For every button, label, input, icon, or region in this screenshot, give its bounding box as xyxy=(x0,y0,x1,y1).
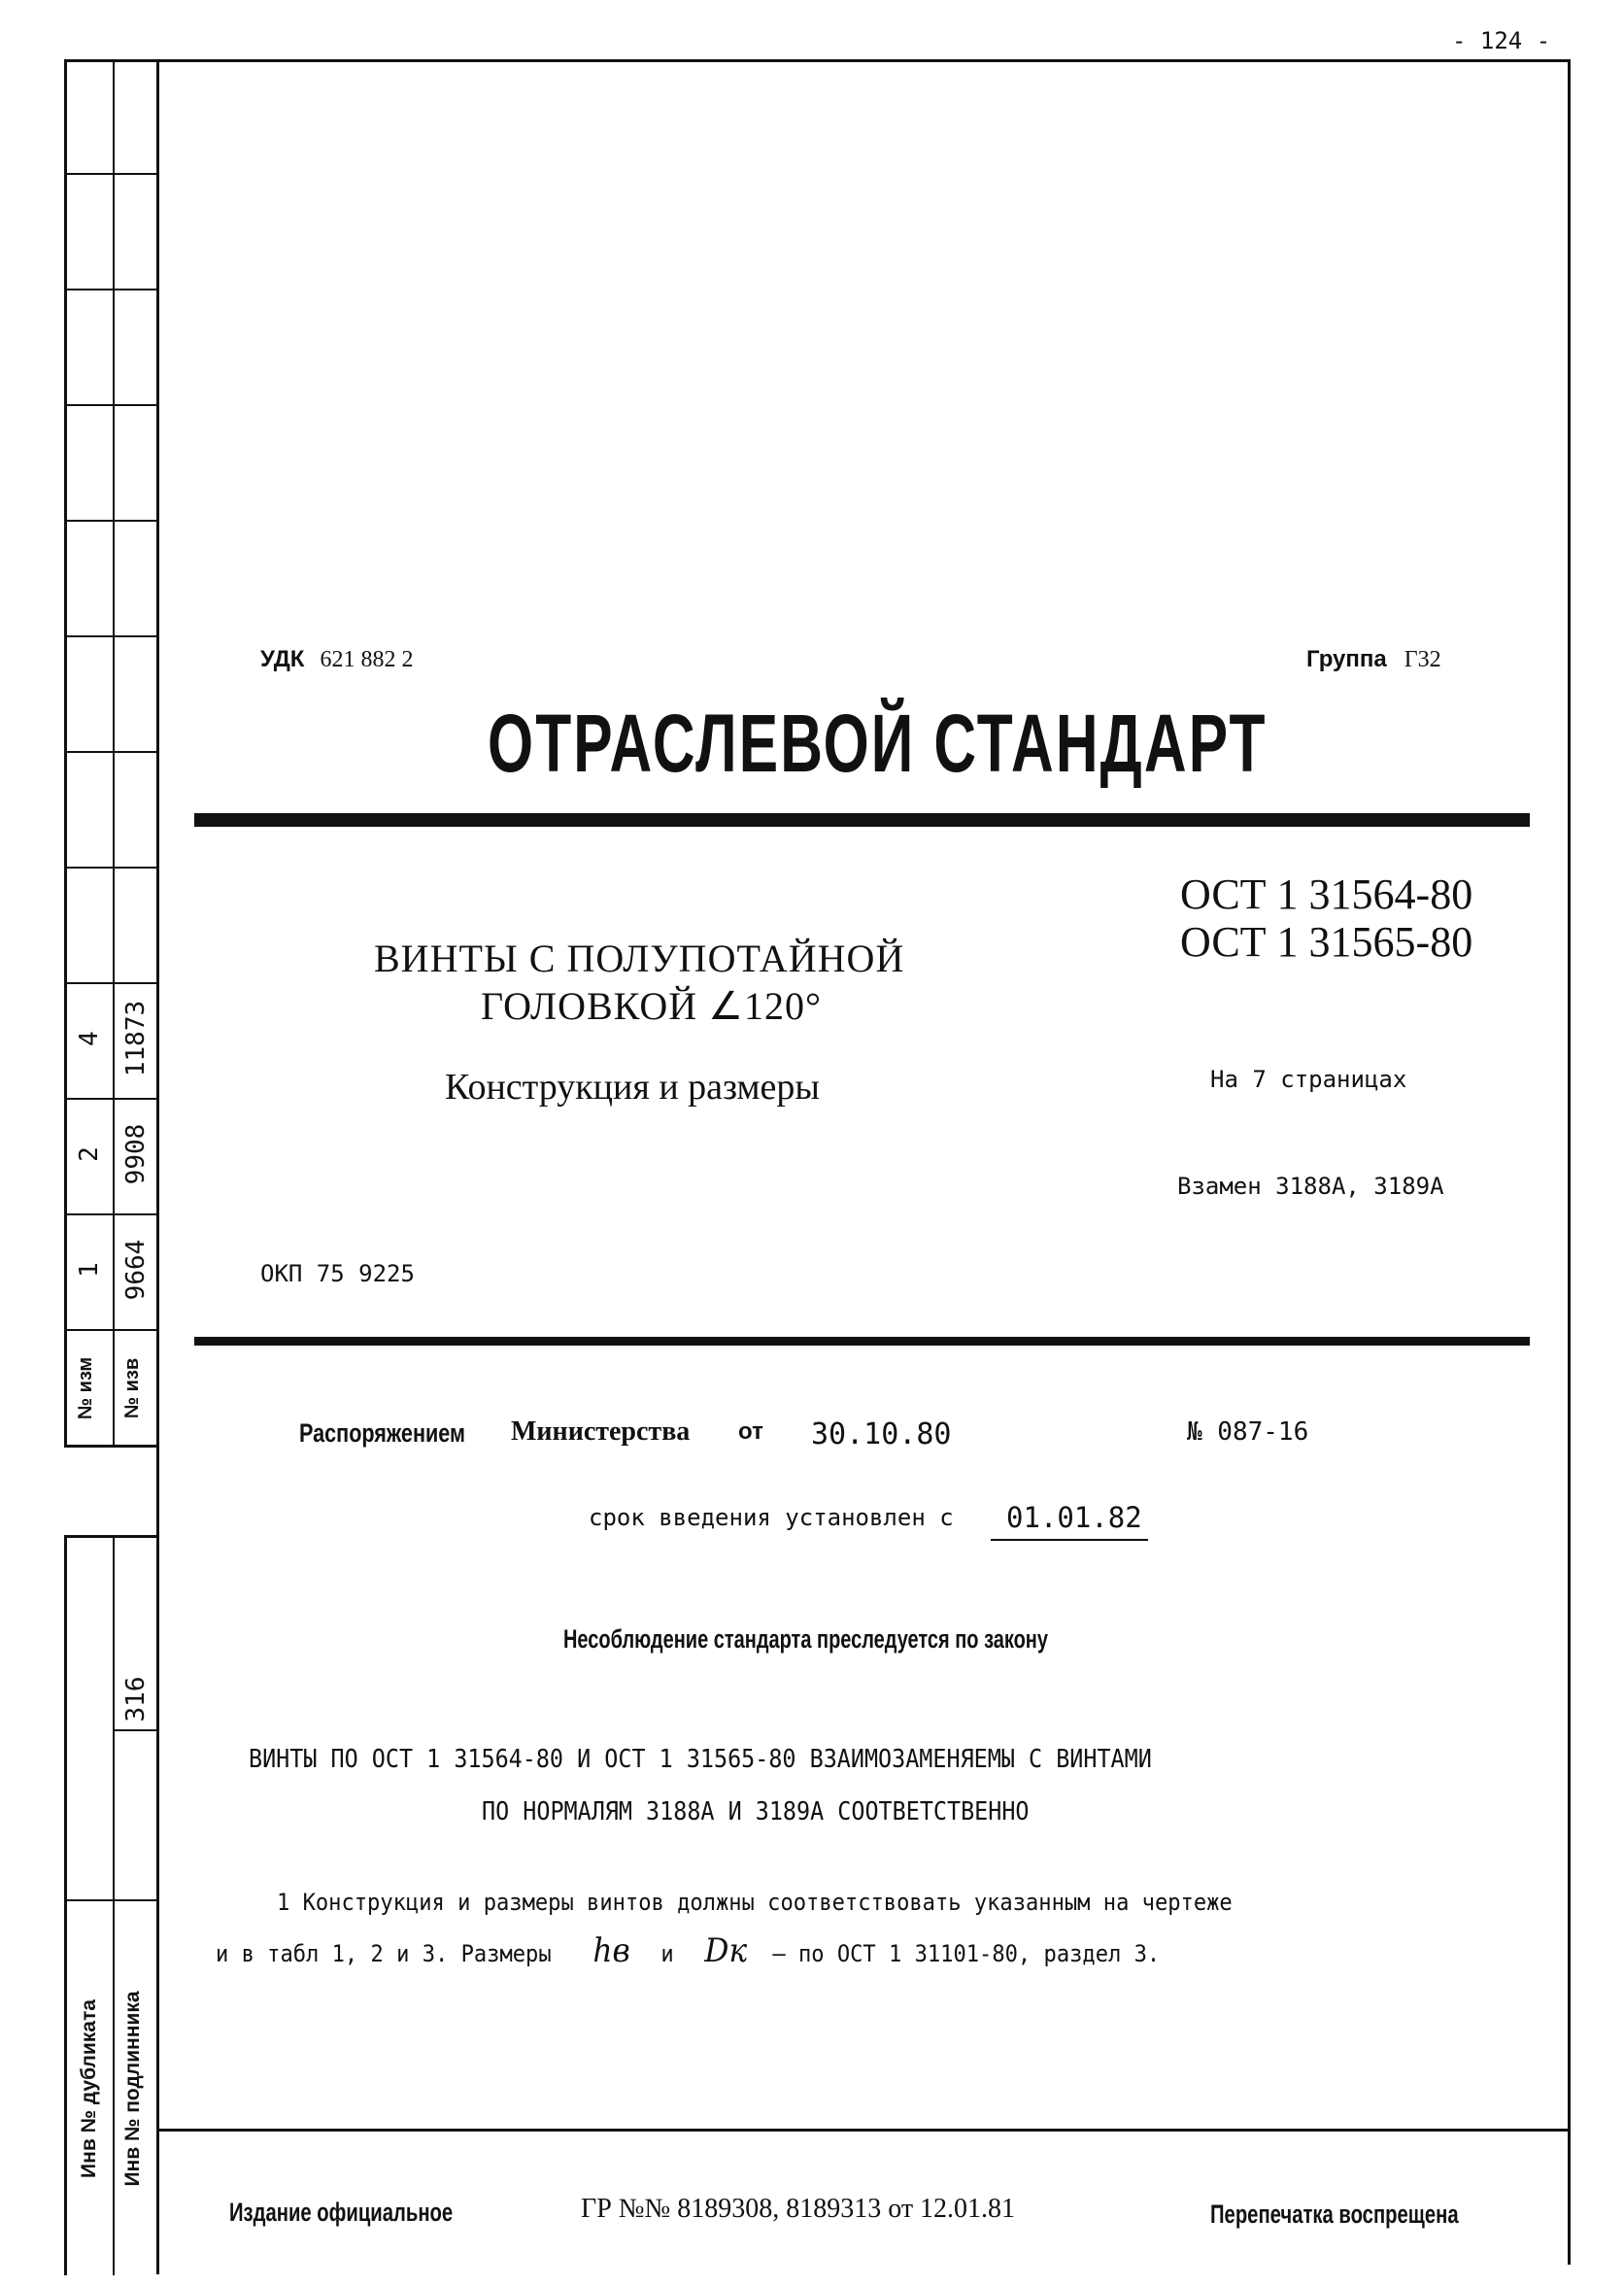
margin-mid-upper xyxy=(113,59,115,1447)
margin-left-lower xyxy=(64,1535,67,2275)
footer-edition: Издание официальное xyxy=(229,2198,454,2227)
order-label: Распоряжением xyxy=(299,1418,465,1448)
change-number-1: 1 xyxy=(75,1262,104,1278)
symbol-head-height: hв xyxy=(592,1931,630,1970)
footer-original-label: Инв № подлинника xyxy=(121,1991,144,2187)
order-date: 30.10.80 xyxy=(811,1417,952,1451)
okp-rule xyxy=(194,1337,1530,1346)
margin-left-upper xyxy=(64,59,67,1447)
intro-date: 01.01.82 xyxy=(1006,1501,1142,1534)
change-doc-9908: 9908 xyxy=(121,1123,151,1185)
header-change-number: № изм xyxy=(75,1356,96,1420)
change-number-4: 4 xyxy=(75,1031,104,1046)
intro-date-underline xyxy=(991,1539,1148,1541)
page-count: На 7 страницах xyxy=(1210,1066,1407,1093)
margin-bottom-upper xyxy=(64,1445,159,1448)
group-value: Г32 xyxy=(1404,647,1441,672)
standard-name-line2: ГОЛОВКОЙ ∠120° xyxy=(481,984,823,1028)
para-end: – по ОСТ 1 31101-80, раздел 3. xyxy=(772,1940,1161,1967)
page-title: ОТРАСЛЕВОЙ СТАНДАРТ xyxy=(488,698,1268,789)
frame-right xyxy=(1568,59,1571,2265)
change-doc-9664: 9664 xyxy=(121,1239,151,1301)
frame-inner-left xyxy=(156,59,159,2274)
margin-top-lower xyxy=(64,1535,159,1538)
paragraph-1-line2 xyxy=(216,1931,1160,1970)
change-doc-11873: 11873 xyxy=(121,1000,151,1077)
standard-subtitle: Конструкция и размеры xyxy=(445,1067,820,1108)
duplicate-inv-number: 316 xyxy=(121,1676,151,1723)
okp-code: ОКП 75 9225 xyxy=(260,1260,415,1287)
frame-top xyxy=(64,59,1571,62)
footer-registration: ГР №№ 8189308, 8189313 от 12.01.81 xyxy=(581,2194,1016,2224)
udk xyxy=(260,646,413,673)
group-label: Группа xyxy=(1306,646,1387,672)
ministry-label: Министерства xyxy=(511,1416,691,1447)
udk-value: 621 882 2 xyxy=(320,647,414,672)
footer-rule xyxy=(156,2129,1571,2132)
para-start: и в табл 1, 2 и 3. Размеры xyxy=(216,1940,552,1967)
margin-mid-lower xyxy=(113,1535,115,2275)
standard-number-1: ОСТ 1 31564-80 xyxy=(1180,870,1473,918)
legal-warning: Несоблюдение стандарта преследуется по закону xyxy=(563,1624,1048,1654)
change-number-2: 2 xyxy=(75,1146,104,1162)
intro-label: срок введения установлен с xyxy=(589,1504,954,1531)
footer-reprint: Перепечатка воспрещена xyxy=(1210,2200,1459,2229)
from-label: от xyxy=(738,1418,763,1445)
order-number: № 087-16 xyxy=(1187,1417,1309,1447)
title-rule xyxy=(194,813,1530,827)
paragraph-1-line1: 1 Конструкция и размеры винтов должны соответствовать указанным на чертеже xyxy=(277,1889,1233,1916)
symbol-head-diameter: Dк xyxy=(704,1931,748,1970)
and-word: и xyxy=(660,1940,674,1967)
standard-number-2: ОСТ 1 31565-80 xyxy=(1180,918,1473,966)
header-change-doc: № изв xyxy=(121,1357,143,1419)
interchange-line2: ПО НОРМАЛЯМ 3188А И 3189А СООТВЕТСТВЕННО xyxy=(482,1797,1030,1826)
replaces: Взамен 3188А, 3189А xyxy=(1177,1173,1444,1200)
udk-label: УДК xyxy=(260,646,305,672)
interchange-line1: ВИНТЫ ПО ОСТ 1 31564-80 И ОСТ 1 31565-80 ВЗАИМОЗАМЕНЯЕМЫ С ВИНТАМИ xyxy=(249,1745,1152,1774)
group xyxy=(1306,646,1441,673)
footer-duplicate-label: Инв № дубликата xyxy=(78,1999,100,2178)
page-number: - 124 - xyxy=(1452,27,1551,54)
standard-name-line1: ВИНТЫ С ПОЛУПОТАЙНОЙ xyxy=(374,937,905,980)
